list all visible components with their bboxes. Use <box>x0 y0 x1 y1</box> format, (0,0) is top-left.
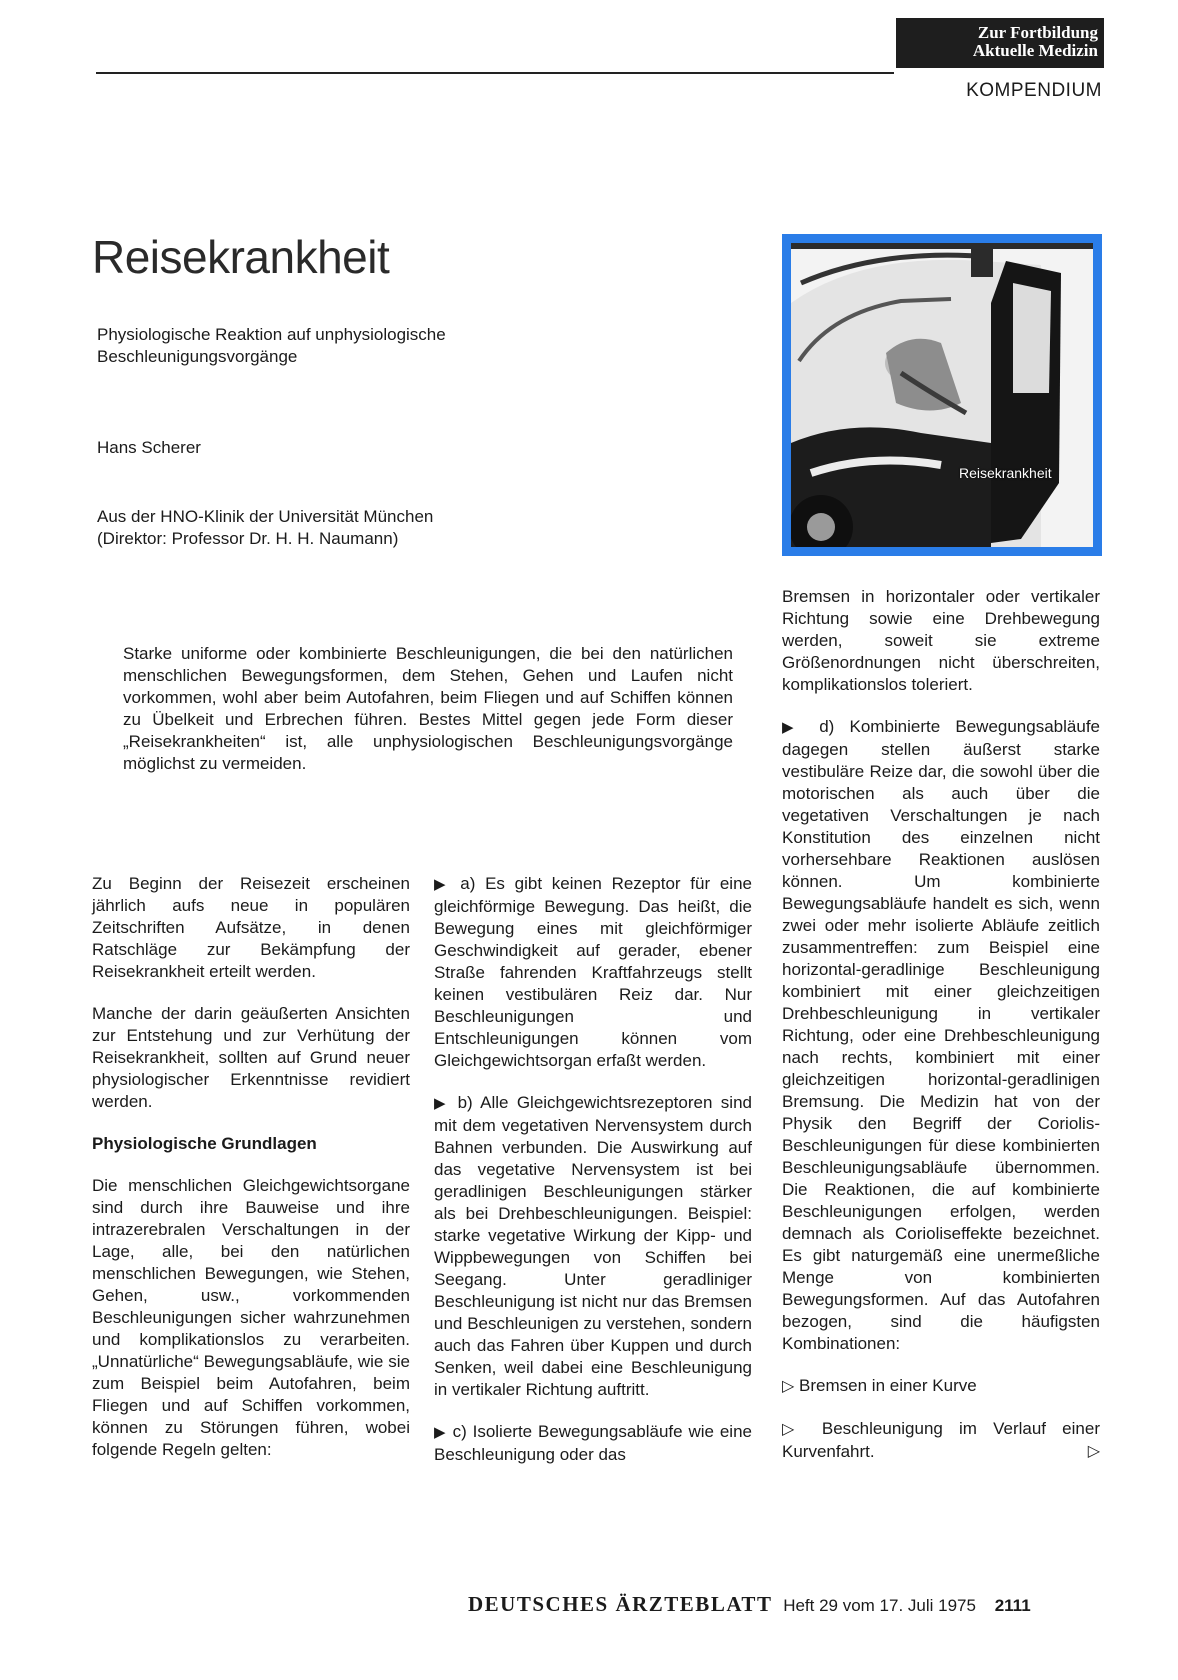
text-column-1 <box>92 873 410 1481</box>
rule-a-text: a) Es gibt keinen Rezeptor für eine gleichförmige Bewegung. Das heißt, die Bewegung eines mit gleichförmiger Geschwindigkeit auf gerader, ebener Straße fahrenden Kraftfahrzeugs stellt keinen vestibulären Reiz dar. Nur Beschleunigungen und Entschleunigungen können vom Gleichgewichtsorgan erfaßt werden. <box>434 874 752 1070</box>
paragraph: Die menschlichen Gleichgewichtsorgane sind durch ihre Bauweise und ihre intrazerebralen Verschaltungen in der Lage, alle, bei den natürlichen menschlichen Bewegungen, wie Stehen, Gehen, usw., vorkommenden Beschleunigungen sicher wahrzunehmen und komplikationslos zu verarbeiten. „Unnatürliche“ Bewegungsabläufe, wie sie zum Beispiel beim Autofahren, beim Fliegen und auf Schiffen vorkommen, können zu Störungen führen, wobei folgende Regeln gelten: <box>92 1176 410 1459</box>
filled-arrow-icon: ▶ <box>434 1095 450 1112</box>
journal-name: DEUTSCHES ÄRZTEBLATT <box>468 1592 773 1616</box>
badge-line-2: Aktuelle Medizin <box>972 41 1098 60</box>
affiliation-line-2: (Direktor: Professor Dr. H. H. Naumann) <box>97 529 399 548</box>
issue-info: Heft 29 vom 17. Juli 1975 <box>783 1596 976 1615</box>
filled-arrow-icon: ▶ <box>434 876 451 893</box>
open-arrow-icon: ▷ <box>782 1378 795 1395</box>
article-author: Hans Scherer <box>97 438 201 457</box>
paragraph: Manche der darin geäußerten Ansichten zur Entstehung und zur Verhütung der Reisekrankheit, sollten auf Grund neuer physiologischer Erkenntnisse revidiert werden. <box>92 1004 410 1111</box>
section-label: KOMPENDIUM <box>966 80 1102 101</box>
rule-d <box>782 716 1100 1355</box>
continued-arrow-icon: ▷ <box>1087 1443 1100 1460</box>
paragraph: Zu Beginn der Reisezeit erscheinen jährlich aufs neue in populären Zeitschriften Aufsätze, in denen Ratschläge zur Bekämpfung der Reisekrankheit erteilt werden. <box>92 874 410 981</box>
list-item <box>782 1418 1100 1463</box>
rule-b-text: b) Alle Gleichgewichtsrezeptoren sind mit dem vegetativen Nervensystem durch Bahnen verbunden. Die Auswirkung auf das vegetative Nervensystem ist bei geradlinigen Beschleunigungen stärker als bei Drehbeschleunigungen. Beispiel: starke vegetative Wirkung der Kipp- und Wippbewegungen von Schiffen bei Seegang. Unter geradliniger Beschleunigung ist nicht nur das Bremsen und Beschleunigen zu verstehen, sondern auch das Fahren über Kuppen und durch Senken, weil dabei eine Beschleunigung in vertikaler Richtung auftritt. <box>434 1093 752 1399</box>
header-rule <box>96 72 894 74</box>
section-heading: Physiologische Grundlagen <box>92 1134 317 1153</box>
text-column-3 <box>782 586 1100 1483</box>
page-number: 2111 <box>994 1596 1031 1615</box>
text-column-2 <box>434 873 752 1486</box>
rule-c-text: c) Isolierte Bewegungsabläufe wie eine Beschleunigung oder das <box>434 1422 752 1464</box>
article-figure <box>782 234 1102 556</box>
open-arrow-icon: ▷ <box>782 1421 806 1438</box>
filled-arrow-icon: ▶ <box>782 719 804 736</box>
list-item-text: Bremsen in einer Kurve <box>799 1376 977 1395</box>
badge-line-1: Zur Fortbildung <box>977 23 1098 42</box>
rule-d-text: d) Kombinierte Bewegungsabläufe dagegen stellen äußerst starke vestibuläre Reize dar, die sowohl über die motorischen als auch über die vegetativen Verschaltungen je nach Konstitution des einzelnen nicht vorhersehbare Reaktionen auslösen können. Um kombinierte Bewegungsabläufe handelt es sich, wenn zwei oder mehr isolierte Abläufe zeitlich zusammentreffen: zum Beispiel eine horizontal-geradlinige Beschleunigung kombiniert mit einer gleichzeitigen Drehbeschleunigung in vertikaler Richtung, oder eine Drehbeschleunigung nach rechts, kombiniert mit einer gleichzeitigen horizontal-geradlinigen Bremsung. Die Medizin hat von der Physik den Begriff der Coriolis-Beschleunigungen für diese kombinierten Beschleunigungsabläufe übernommen. Die Reaktionen, die auf kombinierte Beschleunigungen erfolgen, werden demnach als Corioliseffekte bezeichnet. Es gibt naturgemäß eine unermeßliche Menge von kombinierten Bewegungsformen. Auf das Autofahren bezogen, sind die häufigsten Kombinationen: <box>782 717 1100 1353</box>
figure-caption: Reisekrankheit <box>959 465 1052 481</box>
page-footer <box>468 1592 1031 1617</box>
list-item-text: Beschleunigung im Verlauf einer Kurvenfahrt. <box>782 1419 1100 1461</box>
rule-c <box>434 1421 752 1466</box>
filled-arrow-icon: ▶ <box>434 1424 447 1441</box>
affiliation-line-1: Aus der HNO-Klinik der Universität München <box>97 507 434 526</box>
list-item <box>782 1375 1100 1398</box>
article-subtitle: Physiologische Reaktion auf unphysiologische Beschleunigungsvorgänge <box>97 325 446 366</box>
car-photo-illustration <box>791 243 1093 547</box>
article-abstract: Starke uniforme oder kombinierte Beschleunigungen, die bei den natürlichen menschlichen Bewegungsformen, dem Stehen, Gehen und Laufen nicht vorkommen, wohl aber beim Autofahren, beim Fliegen und auf Schiffen können zu Übelkeit und Erbrechen führen. Bestes Mittel gegen jede Form dieser „Reisekrankheiten“ ist, alle unphysiologischen Beschleunigungsvorgänge möglichst zu vermeiden. <box>123 644 733 773</box>
paragraph: Bremsen in horizontaler oder vertikaler Richtung sowie eine Drehbewegung werden, soweit sie extreme Größenordnungen nicht überschreiten, komplikationslos toleriert. <box>782 587 1100 694</box>
article-title: Reisekrankheit <box>92 231 390 283</box>
article-affiliation <box>97 506 577 550</box>
section-badge <box>896 18 1104 68</box>
rule-a <box>434 873 752 1072</box>
rule-b <box>434 1092 752 1401</box>
